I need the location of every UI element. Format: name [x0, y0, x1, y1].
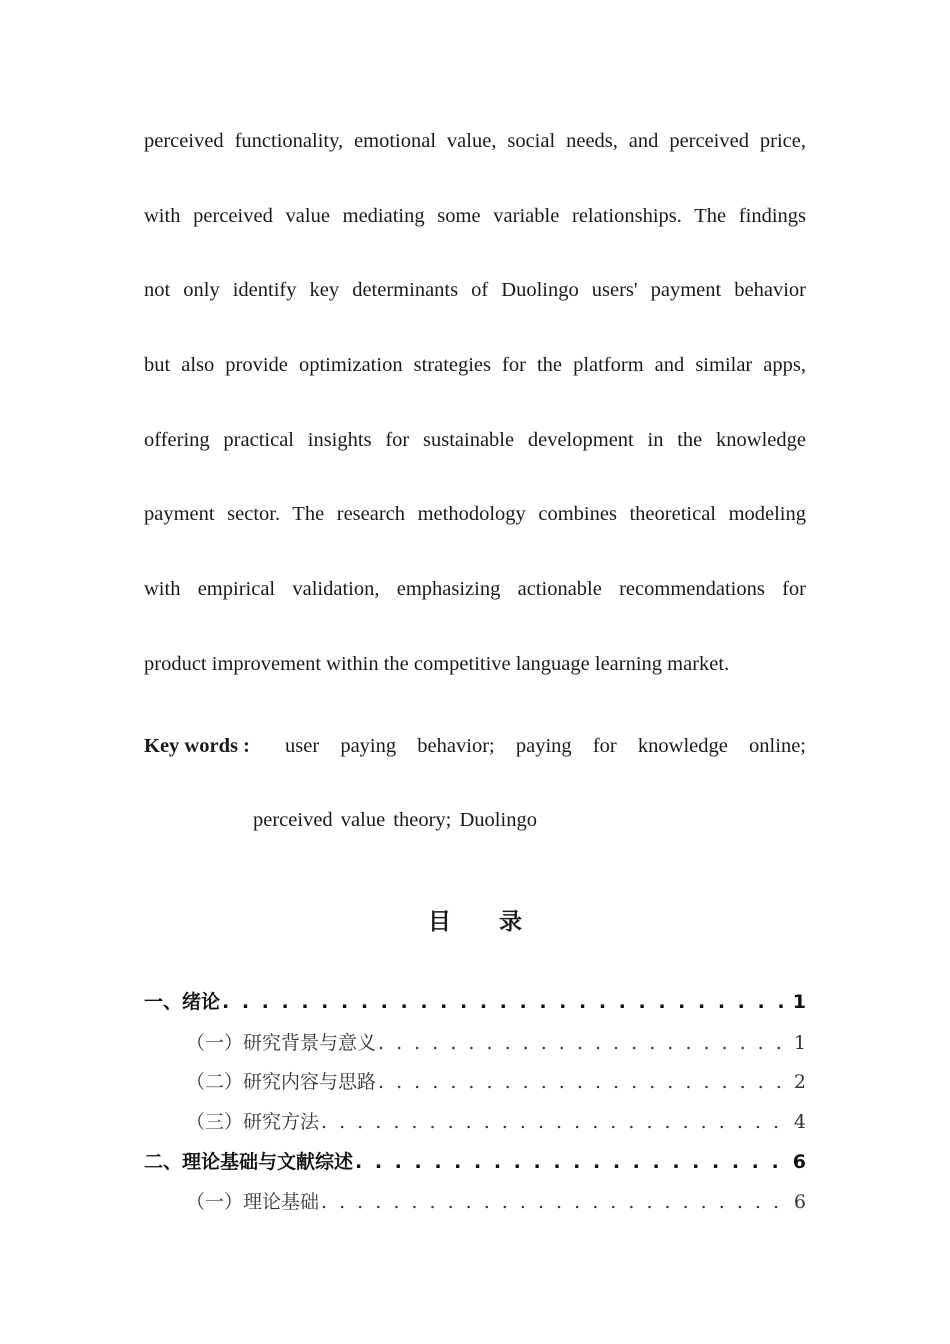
toc-entry-page: 6: [793, 1191, 806, 1213]
toc-entry-label: （三）研究方法: [186, 1111, 320, 1133]
abstract-line: product improvement within the competitive language learning market.: [144, 653, 730, 675]
toc-entry-label: 一、绪论: [144, 991, 221, 1013]
toc-entry[interactable]: [186, 1108, 806, 1136]
abstract-line: offering practical insights for sustainable development in the knowledge: [144, 429, 806, 451]
abstract-line: with perceived value mediating some variable relationships. The findings: [144, 205, 806, 227]
abstract-line: with empirical validation, emphasizing actionable recommendations for: [144, 578, 806, 600]
toc-dot-leader: [321, 1108, 792, 1136]
abstract-line: payment sector. The research methodology combines theoretical modeling: [144, 503, 806, 525]
toc-dot-leader: [378, 1068, 792, 1096]
keywords-label: Key words :: [144, 735, 250, 757]
abstract-line: not only identify key determinants of Duolingo users' payment behavior: [144, 279, 806, 301]
abstract-line: perceived functionality, emotional value, social needs, and perceived price,: [144, 130, 806, 152]
toc-entry[interactable]: [186, 1188, 806, 1216]
toc-entry-page: 1: [793, 1032, 806, 1054]
toc-entry[interactable]: [144, 1148, 806, 1176]
toc-entry[interactable]: [186, 1068, 806, 1096]
toc-dot-leader: [321, 1188, 792, 1216]
toc-entry-page: 1: [792, 991, 806, 1013]
abstract-line: but also provide optimization strategies for the platform and similar apps,: [144, 354, 806, 376]
toc-entry[interactable]: [144, 988, 806, 1016]
toc-dot-leader: [378, 1029, 792, 1057]
toc-entry-label: （一）研究背景与意义: [186, 1032, 377, 1054]
keywords-line: perceived value theory; Duolingo: [253, 809, 537, 831]
toc-entry-label: 二、理论基础与文献综述: [144, 1151, 354, 1173]
toc-entry-label: （二）研究内容与思路: [186, 1071, 377, 1093]
toc-entry-page: 2: [793, 1071, 806, 1093]
toc-dot-leader: [222, 988, 791, 1016]
toc-dot-leader: [355, 1148, 791, 1176]
toc-entry-page: 6: [792, 1151, 806, 1173]
toc-title: 目录: [428, 909, 570, 935]
keywords-line: user paying behavior; paying for knowledge online;: [285, 735, 806, 757]
toc-entry[interactable]: [186, 1029, 806, 1057]
toc-entry-label: （一）理论基础: [186, 1191, 320, 1213]
toc-entry-page: 4: [793, 1111, 806, 1133]
